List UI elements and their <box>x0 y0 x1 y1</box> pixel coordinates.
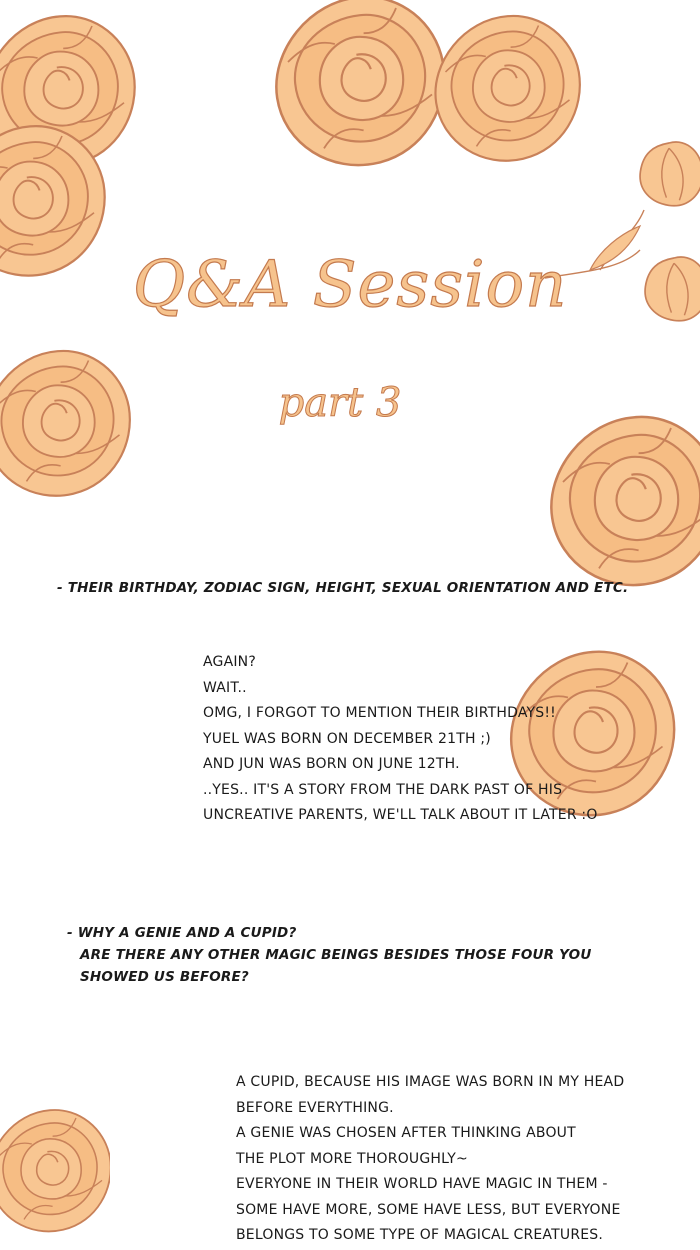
question-line: - WHY A GENIE AND A CUPID? <box>67 925 297 941</box>
question-line: ARE THERE ANY OTHER MAGIC BEINGS BESIDES THOSE FOUR YOU <box>80 947 592 963</box>
answer-line: WAIT.. <box>203 679 247 696</box>
answer-line: A CUPID, BECAUSE HIS IMAGE WAS BORN IN MY HEAD <box>236 1074 625 1090</box>
answer-line: EVERYONE IN THEIR WORLD HAVE MAGIC IN THEM - <box>236 1176 608 1192</box>
rose-decoration <box>0 345 140 545</box>
answer-line: BEFORE EVERYTHING. <box>236 1099 394 1116</box>
page-title: Q&A Session <box>132 248 568 322</box>
answer-line: OMG, I FORGOT TO MENTION THEIR BIRTHDAYS!! <box>203 705 556 721</box>
question-2 <box>67 922 592 988</box>
question-1 <box>57 578 628 598</box>
answer-2 <box>236 1070 624 1249</box>
answer-line: AND JUN WAS BORN ON JUNE 12TH. <box>203 756 460 772</box>
rose-decoration <box>0 1105 110 1250</box>
page-subtitle: part 3 <box>278 380 402 426</box>
answer-line: ..YES.. IT'S A STORY FROM THE DARK PAST OF HIS <box>203 781 563 798</box>
answer-line: BELONGS TO SOME TYPE OF MAGICAL CREATURES. <box>236 1227 604 1243</box>
answer-line: YUEL WAS BORN ON DECEMBER 21TH ;) <box>203 730 491 747</box>
answer-line: A GENIE WAS CHOSEN AFTER THINKING ABOUT <box>236 1125 576 1141</box>
answer-line: THE PLOT MORE THOROUGHLY~ <box>236 1150 468 1167</box>
question-line: - THEIR BIRTHDAY, ZODIAC SIGN, HEIGHT, SEXUAL ORIENTATION AND ETC. <box>57 580 629 596</box>
answer-line: SOME HAVE MORE, SOME HAVE LESS, BUT EVERYONE <box>236 1201 621 1218</box>
answer-line: UNCREATIVE PARENTS, WE'LL TALK ABOUT IT LATER :O <box>203 807 598 823</box>
answer-1 <box>203 650 598 829</box>
question-line: SHOWED US BEFORE? <box>80 969 249 985</box>
answer-line: AGAIN? <box>203 654 256 670</box>
